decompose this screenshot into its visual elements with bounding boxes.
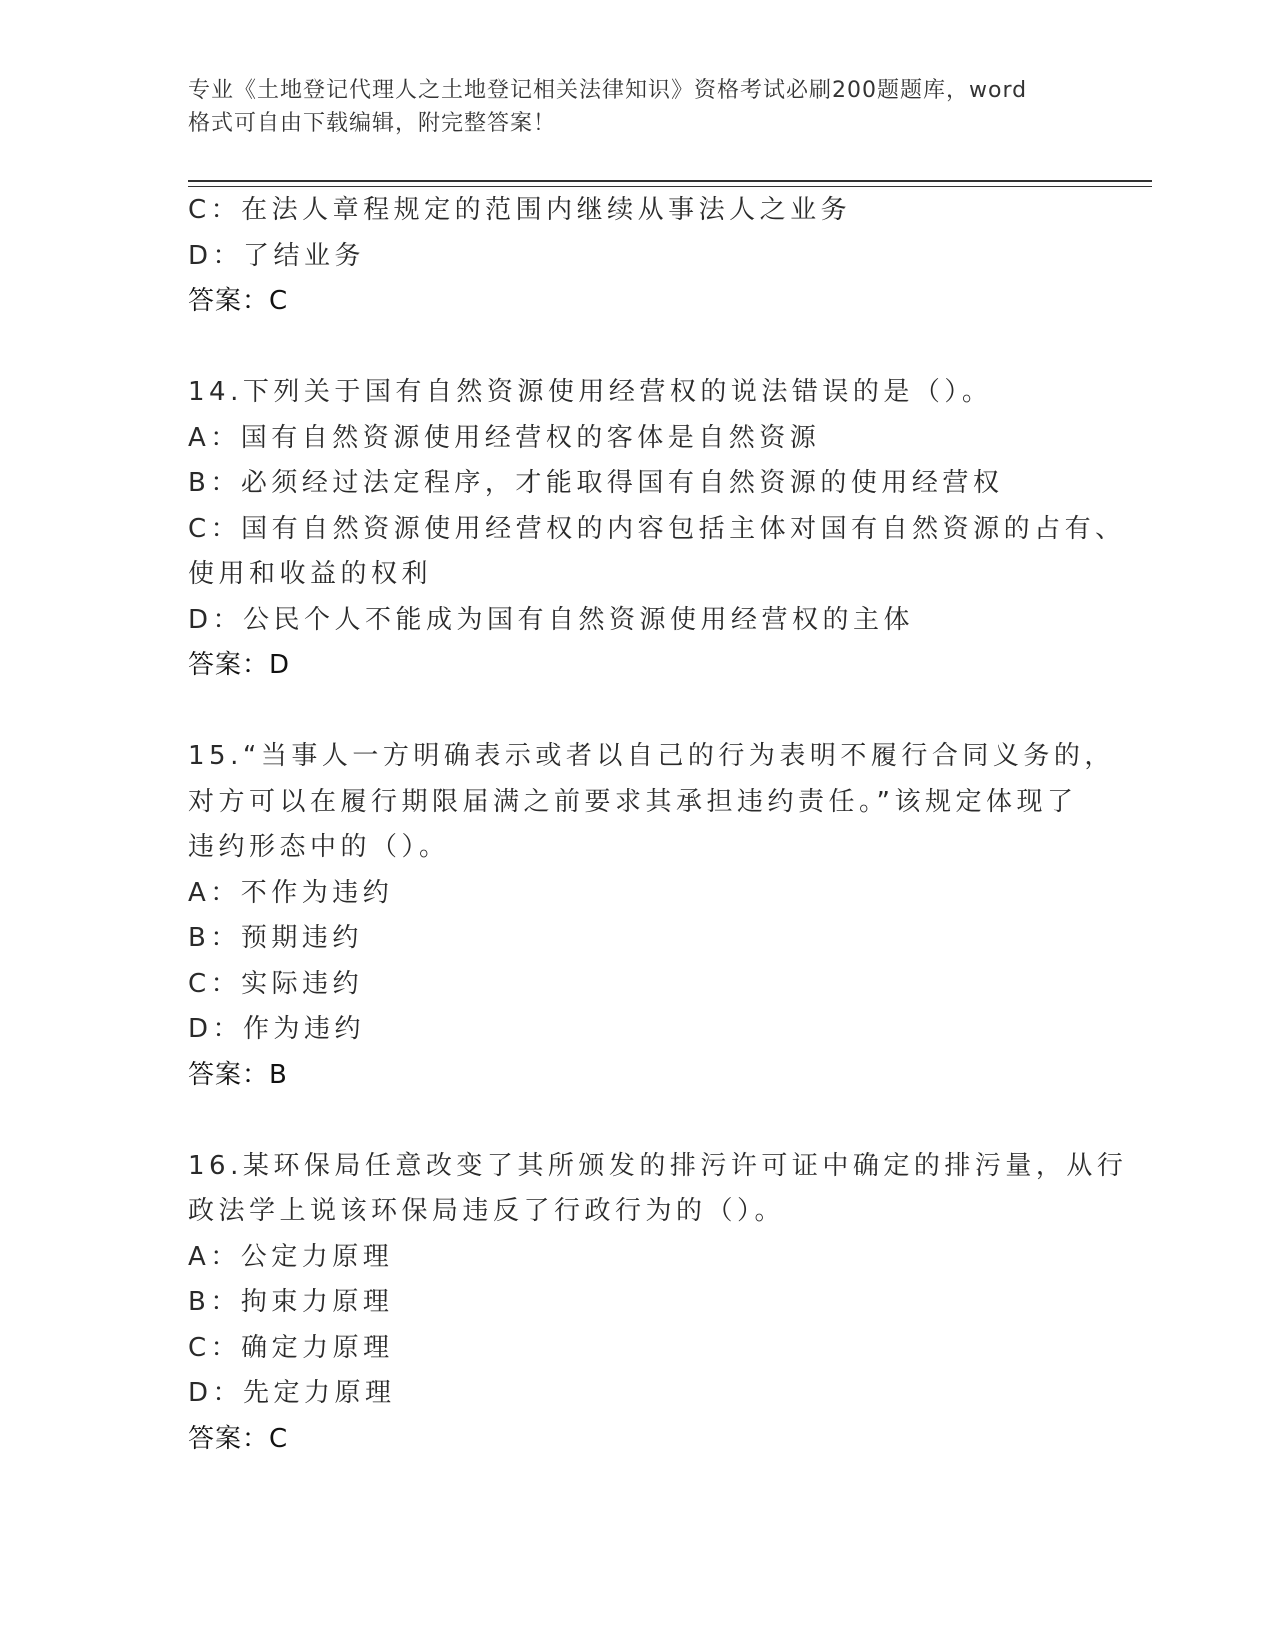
- question-block-13: [188, 188, 1088, 325]
- question-block-14: [188, 370, 1126, 689]
- option-c: C：在法人章程规定的范围内继续从事法人之业务: [188, 195, 852, 225]
- option-c: C：国有自然资源使用经营权的内容包括主体对国有自然资源的占有、: [188, 513, 1126, 544]
- question-stem: 14.下列关于国有自然资源使用经营权的说法错误的是（）。: [188, 377, 993, 407]
- option-c: C：实际违约: [188, 968, 364, 999]
- option-d: D：了结业务: [188, 240, 366, 271]
- question-stem: 15.“当事人一方明确表示或者以自己的行为表明不履行合同义务的，: [188, 741, 1115, 771]
- document-header: [188, 74, 1088, 140]
- option-b: B：必须经过法定程序，才能取得国有自然资源的使用经营权: [188, 468, 1004, 498]
- header-title-line-2: 格式可自由下载编辑，附完整答案！: [188, 111, 557, 136]
- question-stem-continued: 政法学上说该环保局违反了行政行为的（）。: [188, 1196, 786, 1226]
- header-divider-thick: [188, 180, 1152, 182]
- answer-label: 答案：C: [188, 286, 289, 316]
- option-b: B：拘束力原理: [188, 1287, 394, 1317]
- option-a: A：不作为违约: [188, 877, 394, 908]
- answer-label: 答案：C: [188, 1423, 289, 1454]
- answer-label: 答案：D: [188, 650, 291, 680]
- question-block-15: [188, 734, 1115, 1098]
- question-stem: 16.某环保局任意改变了其所颁发的排污许可证中确定的排污量，从行: [188, 1150, 1128, 1181]
- option-a: A：公定力原理: [188, 1241, 394, 1272]
- header-title-line-1: 专业《土地登记代理人之土地登记相关法律知识》资格考试必刷200题题库，word: [188, 78, 1028, 103]
- option-d: D：先定力原理: [188, 1378, 396, 1408]
- option-d: D：公民个人不能成为国有自然资源使用经营权的主体: [188, 604, 915, 635]
- option-d: D：作为违约: [188, 1014, 366, 1044]
- block-spacer: [188, 325, 1088, 371]
- option-c-continued: 使用和收益的权利: [188, 559, 433, 589]
- question-stem-continued: 对方可以在履行期限届满之前要求其承担违约责任。”该规定体现了: [188, 786, 1078, 817]
- answer-label: 答案：B: [188, 1059, 288, 1090]
- block-spacer: [188, 689, 1088, 735]
- document-body: [188, 188, 1128, 1462]
- block-spacer: [188, 1098, 1088, 1144]
- option-a: A：国有自然资源使用经营权的客体是自然资源: [188, 422, 821, 453]
- question-block-16: [188, 1144, 1128, 1463]
- header-divider-thin: [188, 186, 1152, 187]
- option-c: C：确定力原理: [188, 1332, 394, 1363]
- question-stem-continued: 违约形态中的（）。: [188, 832, 450, 862]
- option-b: B：预期违约: [188, 923, 363, 953]
